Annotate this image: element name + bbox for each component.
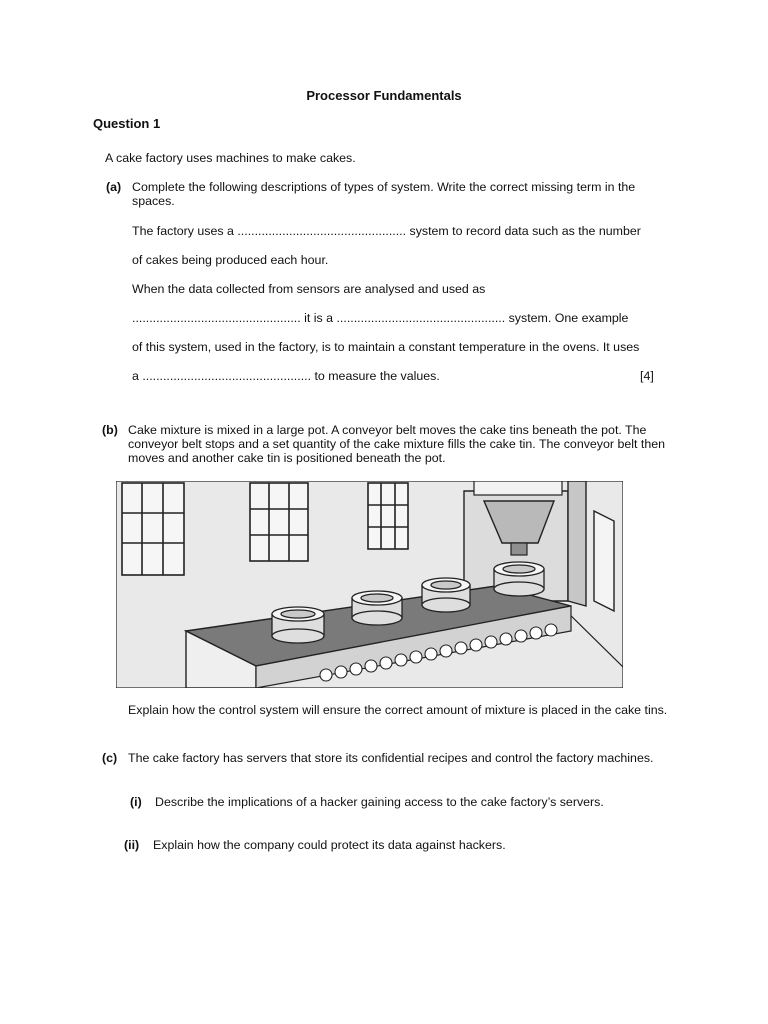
window-1: [122, 483, 184, 575]
part-a-line-3: When the data collected from sensors are analysed and used as: [132, 282, 486, 296]
cake-tin-under-pot: [494, 562, 544, 596]
cake-tin-3: [422, 578, 470, 612]
question-heading: Question 1: [93, 116, 161, 131]
part-b-label: (b): [102, 423, 118, 437]
cake-tin-2: [352, 591, 402, 625]
part-a-label: (a): [106, 180, 122, 194]
part-a-line-4: ................................................. it is a ................................................. system. One example: [132, 311, 629, 325]
part-c-ii-label: (ii): [124, 838, 140, 852]
part-c-text: The cake factory has servers that store its confidential recipes and control the factory machines.: [128, 751, 654, 765]
cake-tin-1: [272, 607, 324, 643]
part-a-line-1: The factory uses a ................................................. system to record data such as the number: [132, 224, 641, 238]
side-wall: [568, 481, 586, 606]
part-c-i-label: (i): [130, 795, 142, 809]
page-title: Processor Fundamentals: [306, 88, 462, 103]
part-b-text: Cake mixture is mixed in a large pot. A conveyor belt moves the cake tins beneath the pot. The conveyor belt stops and a set quantity of the cake mixture fills the cake tin. The conveyor belt then moves and another cake tin is positioned beneath the pot.: [128, 423, 665, 465]
part-a-marks: [4]: [640, 369, 654, 383]
top-frame: [474, 481, 562, 495]
part-b-question: Explain how the control system will ensure the correct amount of mixture is placed in the cake tins.: [128, 703, 668, 717]
part-c-ii-text: Explain how the company could protect its data against hackers.: [153, 838, 506, 852]
part-c-label: (c): [102, 751, 118, 765]
part-a-line-2: of cakes being produced each hour.: [132, 253, 329, 267]
window-2: [250, 483, 308, 561]
intro-text: A cake factory uses machines to make cakes.: [105, 151, 356, 165]
side-panel: [594, 511, 614, 611]
part-a-line-5: of this system, used in the factory, is to maintain a constant temperature in the ovens. It uses: [132, 340, 640, 354]
window-3: [368, 483, 408, 549]
part-a-instruction: Complete the following descriptions of types of system. Write the correct missing term in the spaces.: [132, 180, 636, 208]
cake-factory-illustration: [116, 481, 623, 688]
part-a-line-6: a ................................................. to measure the values.: [132, 369, 440, 383]
nozzle: [511, 543, 527, 555]
part-c-i-text: Describe the implications of a hacker gaining access to the cake factory’s servers.: [155, 795, 604, 809]
